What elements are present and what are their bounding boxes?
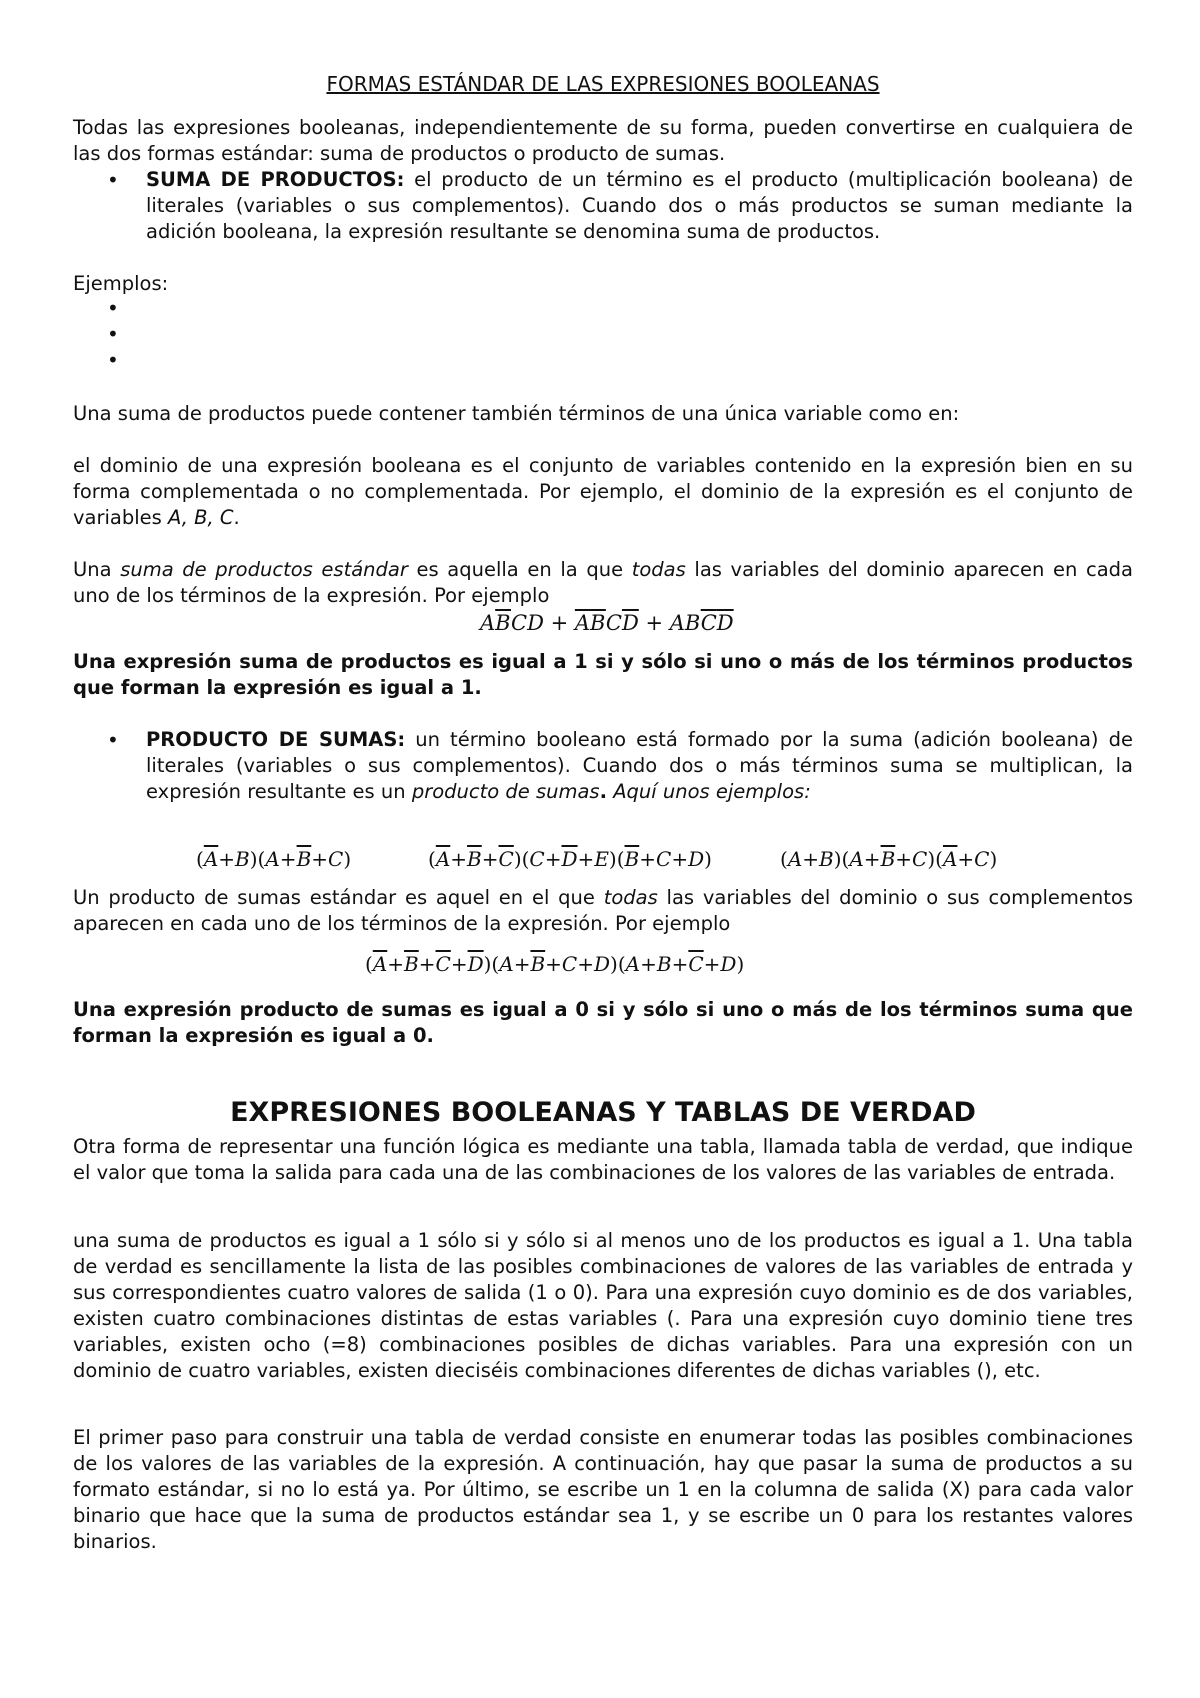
truth-paragraph-1: Otra forma de representar una función lógica es mediante una tabla, llamada tabla de verdad, que indique el valor que toma la salida para cada una de las combinaciones de los valores de las variables de entrada.	[73, 1135, 1133, 1184]
document-title: FORMAS ESTÁNDAR DE LAS EXPRESIONES BOOLEANAS	[326, 72, 880, 96]
pos-dot: .	[599, 780, 607, 803]
pos-example-3: $(A+B)(A+\overline{B}+C)(\overline{A}+C)$	[780, 847, 998, 871]
sop-text: el producto de un término es el producto (multiplicación booleana) de literales (variables o sus complementos). Cuando dos o más productos se suman mediante la adición booleana, la expresión resultante se denomina suma de productos.	[146, 168, 1133, 243]
pos-example-2: $(\overline{A}+\overline{B}+\overline{C})(C+\overline{D}+E)(\overline{B}+C+D)$	[428, 847, 712, 871]
sop-label: SUMA DE PRODUCTOS:	[146, 168, 405, 191]
bullet-sop: •	[107, 168, 119, 192]
domain-end: .	[233, 506, 240, 529]
domain-text: el dominio de una expresión booleana es el conjunto de variables contenido en la expresión bien en su forma complementada o no complementada. Por ejemplo, el dominio de la expresión es el conjunto de variables	[73, 454, 1133, 529]
section-heading-truth-tables: EXPRESIONES BOOLEANAS Y TABLAS DE VERDAD	[230, 1097, 976, 1128]
pos-italic-2: Aquí unos ejemplos:	[607, 780, 811, 803]
sop-paragraph	[146, 167, 1133, 245]
pos-italic-1: producto de sumas	[411, 780, 600, 803]
pos-label: PRODUCTO DE SUMAS:	[146, 728, 406, 751]
pos-example-1: $(\overline{A}+B)(A+\overline{B}+C)$	[196, 847, 352, 871]
example-bullet-1: •	[107, 296, 119, 320]
ssop-t2: es aquella en la que	[407, 558, 632, 581]
truth-paragraph-3: El primer paso para construir una tabla de verdad consiste en enumerar todas las posibles combinaciones de los valores de las variables de la expresión. A continuación, hay que pasar la suma de productos a su formato estándar, si no lo está ya. Por último, se escribe un 1 en la columna de salida (X) para cada valor binario que hace que la suma de productos estándar sea 1, y se escribe un 0 para los restantes valores binarios.	[73, 1426, 1133, 1553]
ssop-t1: Una	[73, 558, 121, 581]
sop-rule: Una expresión suma de productos es igual a 1 si y sólo si uno o más de los términos productos que forman la expresión es igual a 1.	[73, 650, 1133, 699]
standard-sop-formula: $A\overline{B}CD + \overline{A}\overline{B}C\overline{D} + AB\overline{C}\overline{D}$	[480, 611, 734, 635]
example-bullet-2: •	[107, 322, 119, 346]
pos-rule: Una expresión producto de sumas es igual a 0 si y sólo si uno o más de los términos suma que forman la expresión es igual a 0.	[73, 998, 1133, 1047]
domain-vars: A, B, C	[168, 506, 234, 529]
pos-text: un término booleano está formado por la suma (adición booleana) de literales (variables o sus complementos). Cuando dos o más términos suma se multiplican, la expresión resultante es un	[146, 728, 1133, 803]
intro-paragraph: Todas las expresiones booleanas, independientemente de su forma, pueden convertirse en cualquiera de las dos formas estándar: suma de productos o producto de sumas.	[73, 116, 1133, 165]
truth-paragraph-2: una suma de productos es igual a 1 sólo si y sólo si al menos uno de los productos es igual a 1. Una tabla de verdad es sencillamente la lista de las posibles combinaciones de valores de las variables de entrada y sus correspondientes cuatro valores de salida (1 o 0). Para una expresión cuyo dominio es de dos variables, existen cuatro combinaciones distintas de estas variables (. Para una expresión cuyo dominio tiene tres variables, existen ocho (=8) combinaciones posibles de dichas variables. Para una expresión con un dominio de cuatro variables, existen dieciséis combinaciones diferentes de dichas variables (), etc.	[73, 1229, 1133, 1382]
example-bullet-3: •	[107, 348, 119, 372]
examples-label: Ejemplos:	[73, 272, 169, 295]
standard-sop-paragraph	[73, 557, 1133, 609]
pos-paragraph	[146, 727, 1133, 805]
spos-t2: las variables del dominio o sus complementos aparecen en cada uno de los términos de la expresión. Por ejemplo	[73, 886, 1134, 935]
ssop-t3: las variables del dominio aparecen en cada uno de los términos de la expresión. Por ejemplo	[73, 558, 1133, 607]
spos-t1-italic: todas	[603, 886, 658, 909]
standard-pos-paragraph	[73, 885, 1133, 937]
ssop-t1-italic: suma de productos estándar	[120, 558, 408, 581]
single-variable-paragraph: Una suma de productos puede contener también términos de una única variable como en:	[73, 402, 960, 425]
domain-paragraph	[73, 453, 1133, 531]
spos-t1: Un producto de sumas estándar es aquel en el que	[73, 886, 604, 909]
standard-pos-formula: $(\overline{A}+\overline{B}+\overline{C}+\overline{D})(A+\overline{B}+C+D)(A+B+\overline{C}+D)$	[365, 952, 745, 976]
bullet-pos: •	[107, 728, 119, 752]
ssop-t2-italic: todas	[631, 558, 686, 581]
